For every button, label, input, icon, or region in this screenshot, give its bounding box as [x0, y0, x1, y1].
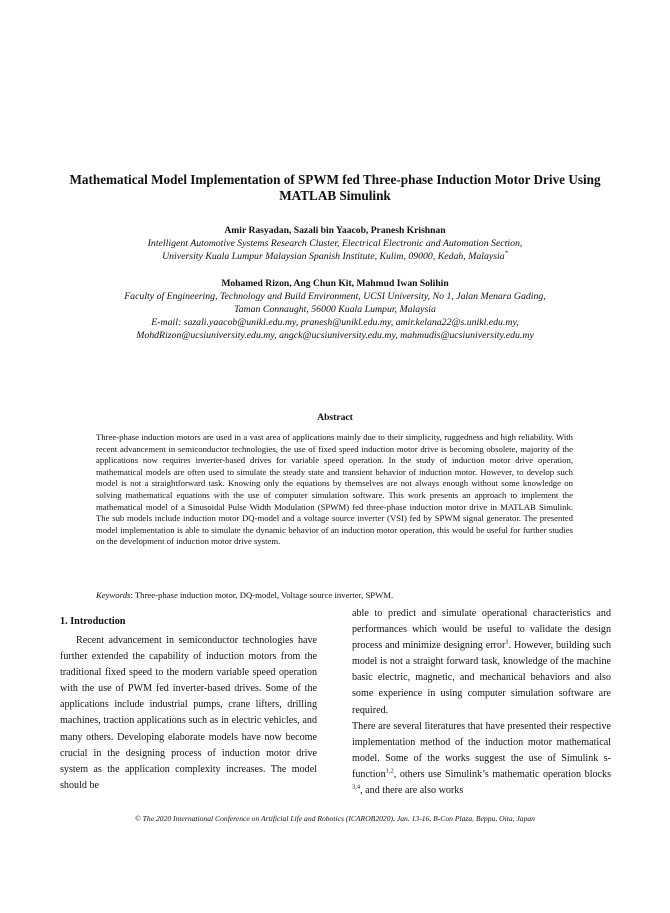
title-line-2: MATLAB Simulink: [279, 188, 391, 203]
intro-right-paragraph-2: There are several literatures that have presented their respective implementation method of the induction motor mathematical model. Some of the works suggest the use of Simulink s-function$^{1,2}$, others use Simulink’s mathematic operation blocks $^{3,4}$, and there are also works: [352, 720, 611, 797]
paper-title: [50, 172, 620, 204]
intro-left-paragraph: Recent advancement in semiconductor technologies have further extended the capability of induction motors from the traditional fixed speed to the modern variable speed operation with the use of PWM fed inverter-based drives. Some of the applications include industrial pumps, crane lifters, drilling machines, traction applications such as in electric vehicles, and many others. Developing elaborate models have now become crucial in the designing process of induction motor drive system as the application complexity increases. The model should be: [60, 635, 317, 791]
email-line-1: E-mail: sazali.yaacob@unikl.edu.my, pranesh@unikl.edu.my, amir.kelana22@s.unikl.edu.my,: [151, 317, 519, 328]
author-block-1: [40, 224, 630, 263]
citation-1-2: 1,2: [385, 767, 394, 775]
keywords: [96, 590, 573, 600]
author-names-1: Amir Rasyadan, Sazali bin Yaacob, Pranesh Krishnan: [224, 225, 446, 236]
conference-footer: © The 2020 International Conference on Artificial Life and Robotics (ICAROB2020), Jan. 13-16, B-Con Plaza, Beppu, Oita, Japan: [135, 814, 535, 823]
keywords-label: Keywords: [96, 590, 131, 600]
affiliation-2-line-1: Faculty of Engineering, Technology and Build Environment, UCSI University, No 1, Jalan Menara Gading,: [124, 291, 546, 302]
citation-1: 1: [505, 638, 509, 646]
author-names-2: Mohamed Rizon, Ang Chun Kit, Mahmud Iwan Solihin: [221, 278, 449, 289]
intro-right-paragraph-1: able to predict and simulate operational characteristics and performances which would be useful to validate the design process and minimize designing error$^1$. However, building such model is not a straight forward task, knowledge of the machine basic electric, magnetic, and mechanical behaviors and also some experience in using computer simulation software are required.: [352, 608, 611, 716]
affiliation-2-line-2: Taman Connaught, 56000 Kuala Lumpur, Malaysia: [234, 304, 436, 315]
title-line-1: Mathematical Model Implementation of SPWM fed Three-phase Induction Motor Drive Using: [69, 172, 601, 187]
left-column: [60, 614, 317, 794]
affiliation-1-line-2: University Kuala Lumpur Malaysian Spanish Institute, Kulim, 09000, Kedah, Malaysia*: [162, 249, 508, 262]
introduction-heading: 1. Introduction: [60, 616, 126, 627]
keywords-text: : Three-phase induction motor, DQ-model, Voltage source inverter, SPWM.: [130, 590, 394, 600]
citation-3-4: 3,4: [352, 783, 361, 791]
email-line-2: MohdRizon@ucsiuniversity.edu.my, angck@ucsiuniversity.edu.my, mahmudis@ucsiuniversity.edu.my: [136, 330, 534, 341]
affiliation-mark: *: [504, 249, 508, 257]
abstract-text: Three-phase induction motors are used in a vast area of applications mainly due to their simplicity, ruggedness and high reliability. With recent advancement in semiconductor technologies, the use of fixed speed induction motor drive is becoming obsolete, majority of the applications now requires inverter-based drives for variable speed operation. In the study of induction motor drive operation, mathematical models are often used to simulate the steady state and transient behavior of induction motor. However, to develop such model is not a straightforward task. Knowing only the equations by themselves are not always enough without some knowledge on solving mathematical equations with the use of computer simulation software. This work presents an approach to implement the mathematical model of a Sinusoidal Pulse Width Modulation (SPWM) fed three-phase induction motor drive in MATLAB Simulink. The sub models include induction motor DQ-model and a voltage source inverter (VSI) fed by SPWM signal generator. The presented model implementation is able to simulate the dynamic behavior of an induction motor operation, this would be useful for further studies on the development of induction motor drive system.: [96, 432, 573, 547]
right-column: [352, 606, 611, 799]
author-block-2: [40, 277, 630, 342]
abstract-heading: Abstract: [317, 412, 353, 423]
affiliation-1-line-1: Intelligent Automotive Systems Research Cluster, Electrical Electronic and Automation Section,: [147, 238, 523, 249]
